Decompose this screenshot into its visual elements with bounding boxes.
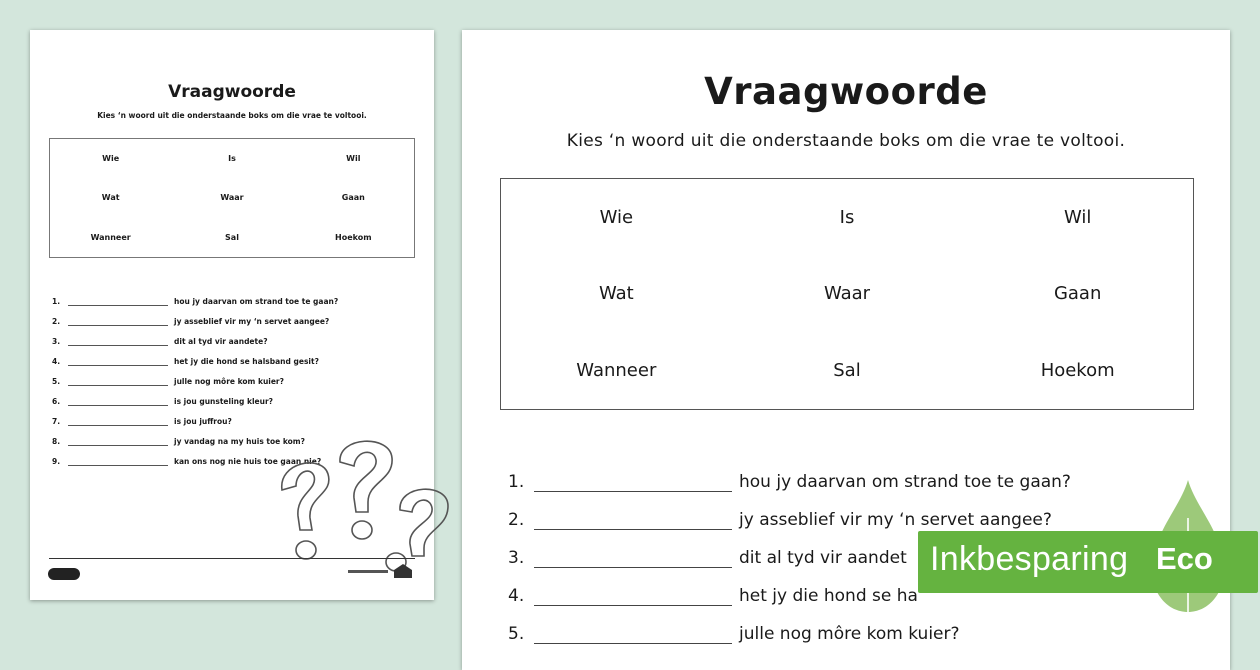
answer-line xyxy=(68,437,168,446)
question-marks-icon xyxy=(252,432,452,582)
small-question xyxy=(52,406,412,426)
question-number: 1. xyxy=(52,297,61,306)
answer-line xyxy=(534,479,732,492)
small-word: Wat xyxy=(101,193,120,203)
question-number: 9. xyxy=(52,457,61,466)
word-box xyxy=(500,178,1194,410)
badge-eco-label: Eco xyxy=(1156,541,1213,576)
footer-text-mark xyxy=(348,570,388,573)
question-text: is jou juffrou? xyxy=(174,417,232,426)
word-option: Wie xyxy=(599,206,634,228)
small-word: Waar xyxy=(220,193,244,203)
question-text: dit al tyd vir aandet xyxy=(739,548,907,568)
question-number: 6. xyxy=(52,397,61,406)
word-option: Sal xyxy=(833,360,861,382)
answer-line xyxy=(68,417,168,426)
answer-line xyxy=(534,593,732,606)
answer-line xyxy=(68,337,168,346)
small-word: Gaan xyxy=(341,193,365,203)
question-number: 4. xyxy=(52,357,61,366)
publisher-logo-icon xyxy=(48,568,80,580)
page-title: Vraagwoorde xyxy=(704,70,988,113)
small-word: Sal xyxy=(225,232,239,242)
question-text: het jy die hond se ha xyxy=(739,586,918,606)
small-title: Vraagwoorde xyxy=(168,82,296,102)
word-option: Is xyxy=(839,206,855,228)
small-question xyxy=(52,286,412,306)
answer-line xyxy=(68,397,168,406)
question-text: jy asseblief vir my ‘n servet aangee? xyxy=(739,510,1052,530)
question-number: 8. xyxy=(52,437,61,446)
question-text: jy vandag na my huis toe kom? xyxy=(174,437,305,446)
word-option: Hoekom xyxy=(1040,360,1115,382)
question-number: 5. xyxy=(52,377,61,386)
answer-line xyxy=(68,317,168,326)
answer-line xyxy=(68,377,168,386)
answer-line xyxy=(68,357,168,366)
question-number: 1. xyxy=(508,472,525,492)
badge-label: Inkbesparing xyxy=(930,540,1129,578)
question-text: is jou gunsteling kleur? xyxy=(174,397,273,406)
word-option: Gaan xyxy=(1053,283,1102,305)
question-number: 5. xyxy=(508,624,525,644)
answer-line xyxy=(534,631,732,644)
answer-line xyxy=(68,457,168,466)
question-text: dit al tyd vir aandete? xyxy=(174,337,268,346)
answer-line xyxy=(534,555,732,568)
small-question xyxy=(52,366,412,386)
word-option: Waar xyxy=(823,283,871,305)
small-question xyxy=(52,326,412,346)
ink-saving-badge xyxy=(918,531,1258,593)
house-logo-icon xyxy=(392,563,414,579)
small-word: Wil xyxy=(346,154,361,164)
small-word-box xyxy=(49,138,415,258)
word-option: Wanneer xyxy=(576,360,657,382)
small-word: Is xyxy=(228,154,236,164)
footer-divider xyxy=(49,558,415,559)
question-text: julle nog môre kom kuier? xyxy=(739,624,960,644)
answer-line xyxy=(68,297,168,306)
small-word: Wanneer xyxy=(90,232,131,242)
question-text: kan ons nog nie huis toe gaan nie? xyxy=(174,457,322,466)
small-word: Wie xyxy=(102,154,120,164)
word-option: Wat xyxy=(598,283,634,305)
question-number: 3. xyxy=(52,337,61,346)
instruction-text: Kies ‘n woord uit die onderstaande boks om die vrae te voltooi. xyxy=(566,131,1126,151)
question-text: het jy die hond se halsband gesit? xyxy=(174,357,319,366)
small-question xyxy=(52,386,412,406)
question-number: 7. xyxy=(52,417,61,426)
answer-line xyxy=(534,517,732,530)
word-option: Wil xyxy=(1063,206,1092,228)
small-instruction: Kies ‘n woord uit die onderstaande boks om die vrae te voltooi. xyxy=(97,111,367,120)
question-number: 3. xyxy=(508,548,525,568)
small-question xyxy=(52,306,412,326)
question-item xyxy=(508,606,1228,644)
question-number: 2. xyxy=(508,510,525,530)
question-item xyxy=(508,454,1228,492)
question-number: 2. xyxy=(52,317,61,326)
small-worksheet-preview xyxy=(30,30,434,600)
question-text: julle nog môre kom kuier? xyxy=(174,377,284,386)
small-question xyxy=(52,346,412,366)
small-word: Hoekom xyxy=(335,232,372,242)
question-number: 4. xyxy=(508,586,525,606)
question-text: jy asseblief vir my ‘n servet aangee? xyxy=(174,317,330,326)
question-item xyxy=(508,492,1228,530)
question-text: hou jy daarvan om strand toe te gaan? xyxy=(739,472,1071,492)
question-text: hou jy daarvan om strand toe te gaan? xyxy=(174,297,339,306)
